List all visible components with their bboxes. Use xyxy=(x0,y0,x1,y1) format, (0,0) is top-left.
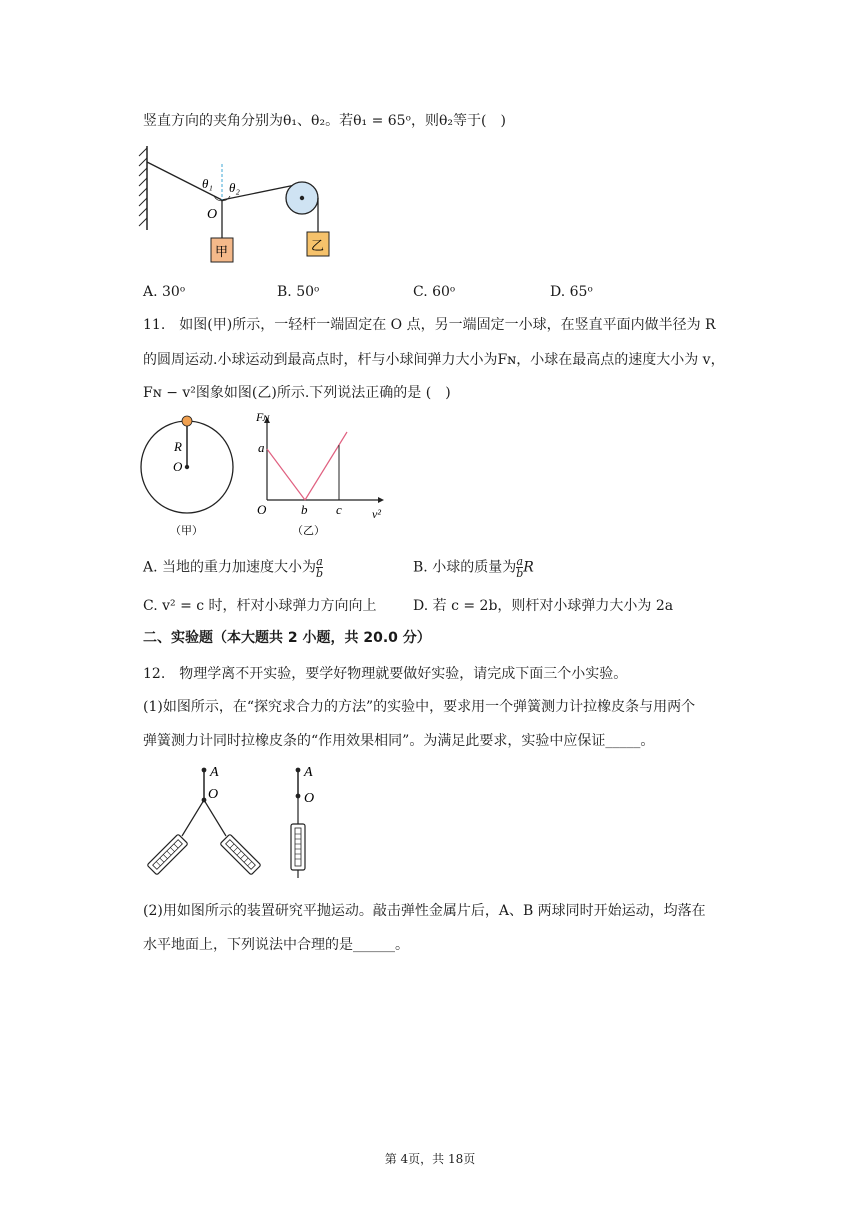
q11-figure-yi xyxy=(250,405,390,540)
q12-stem-line3: 弹簧测力计同时拉橡皮条的“作用效果相同”。为满足此要求，实验中应保证_____。 xyxy=(143,733,655,749)
center-o-label: O xyxy=(173,459,183,474)
point-a-label-left: A xyxy=(210,765,219,780)
radius-label: R xyxy=(174,439,182,454)
caption-yi: （乙） xyxy=(292,525,325,537)
value-b-label: b xyxy=(301,502,308,517)
block-jia-label: 甲 xyxy=(215,244,229,259)
q12-stem-line2: (1)如图所示，在“探究求合力的方法”的实验中，要求用一个弹簧测力计拉橡皮条与用两个 xyxy=(143,699,696,715)
value-a-label: a xyxy=(258,440,265,455)
fraction-denominator: b xyxy=(516,567,524,580)
fraction-numerator: a xyxy=(516,555,523,568)
q10-option-c: C. 60ᵒ xyxy=(413,284,456,300)
q10-figure xyxy=(135,142,345,272)
q12-stem-line1: 12. 物理学离不开实验，要学好物理就要做好实验，请完成下面三个小实验。 xyxy=(143,666,628,682)
point-a-label-right: A xyxy=(304,765,313,780)
q11-option-a-text: A. 当地的重力加速度大小为 xyxy=(143,559,317,576)
q12-part2-line1: (2)用如图所示的装置研究平抛运动。敲击弹性金属片后，A、B 两球同时开始运动，均落在 xyxy=(143,903,706,919)
q10-option-b: B. 50ᵒ xyxy=(277,284,320,300)
q11-option-b-text: B. 小球的质量为 xyxy=(413,559,517,576)
point-o-label-right: O xyxy=(304,791,315,806)
q10-option-a: A. 30ᵒ xyxy=(143,284,186,300)
caption-jia: （甲） xyxy=(170,525,203,537)
q11-stem-line3: Fɴ − v²图象如图(乙)所示.下列说法正确的是 ( ) xyxy=(143,385,451,401)
theta1-label: θ₁ xyxy=(202,176,213,191)
value-c-label: c xyxy=(336,502,342,517)
q12-part2-line2: 水平地面上，下列说法中合理的是______。 xyxy=(143,937,409,953)
q11-option-d: D. 若 c = 2b，则杆对小球弹力大小为 2a xyxy=(413,598,674,614)
q11-stem-line2: 的圆周运动.小球运动到最高点时，杆与小球间弹力大小为Fɴ，小球在最高点的速度大小为 v， xyxy=(143,352,725,368)
point-o-label-left: O xyxy=(208,787,219,802)
q10-stem: 竖直方向的夹角分别为θ₁、θ₂。若θ₁ = 65ᵒ，则θ₂等于( ) xyxy=(143,113,506,129)
q11-figure-jia xyxy=(140,405,240,540)
y-axis-label: Fɴ xyxy=(256,410,270,424)
q11-stem-line1: 11. 如图(甲)所示，一轻杆一端固定在 O 点，另一端固定一小球，在竖直平面内做半径为 R xyxy=(143,317,716,333)
section-title: 二、实验题（本大题共 2 小题，共 20.0 分） xyxy=(143,630,431,646)
fraction-denominator: b xyxy=(316,567,324,580)
q11-option-a xyxy=(143,556,323,579)
point-o-label: O xyxy=(207,207,218,222)
theta2-label: θ₂ xyxy=(229,180,240,195)
q12-figure xyxy=(140,760,340,880)
fraction-numerator: a xyxy=(316,555,323,568)
q11-option-b-suffix: R xyxy=(523,559,534,576)
q11-option-b xyxy=(413,556,534,579)
origin-label: O xyxy=(257,502,267,517)
q10-option-d: D. 65ᵒ xyxy=(550,284,593,300)
block-yi-label: 乙 xyxy=(311,238,325,253)
x-axis-label: v² xyxy=(372,507,381,521)
page-footer: 第 4页，共 18页 xyxy=(384,1152,476,1166)
q11-option-c: C. v² = c 时，杆对小球弹力方向向上 xyxy=(143,598,377,614)
